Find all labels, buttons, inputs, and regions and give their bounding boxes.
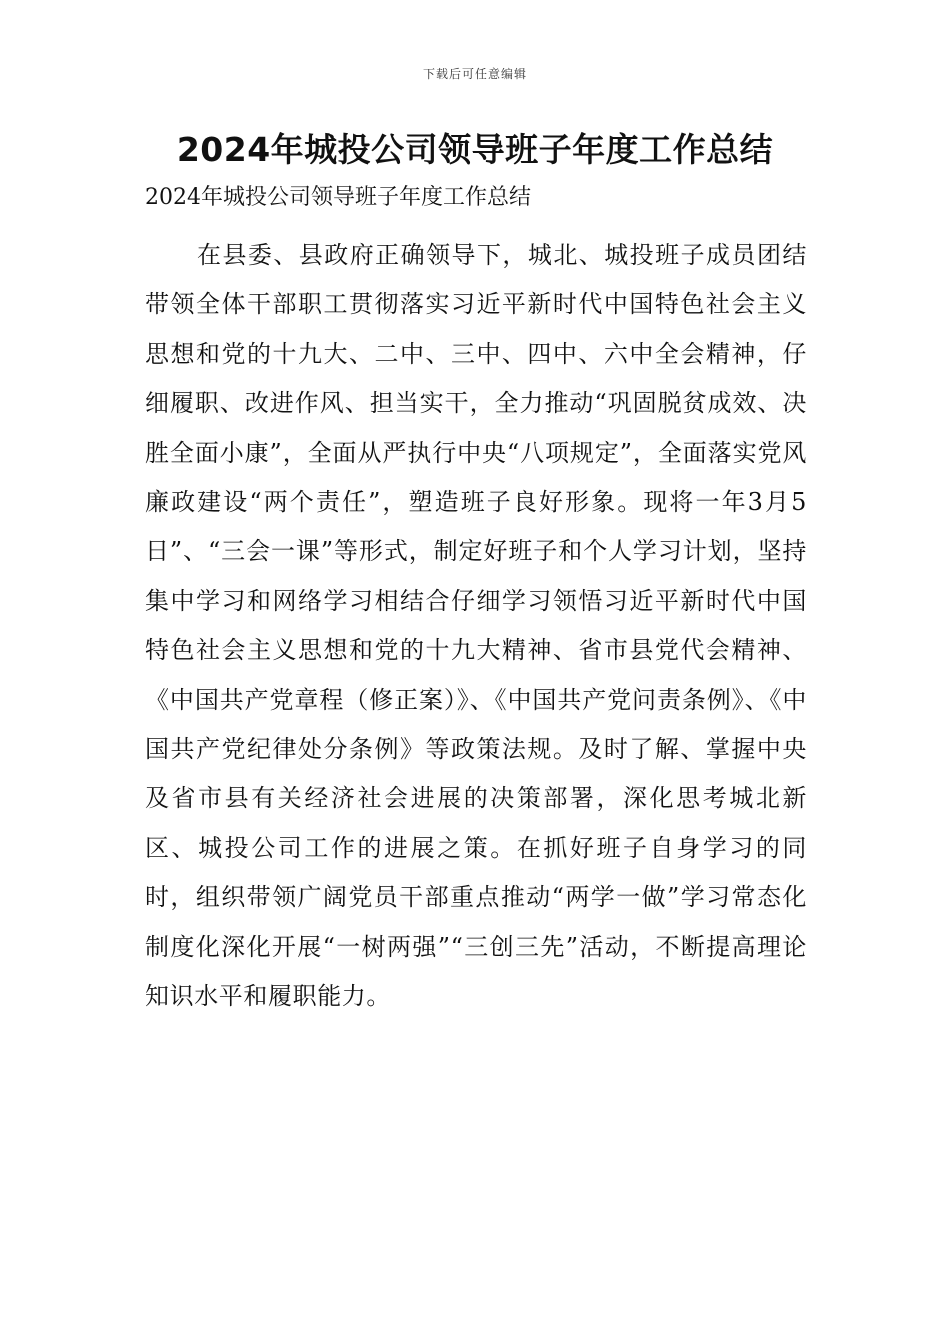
body-paragraph: 在县委、县政府正确领导下，城北、城投班子成员团结带领全体干部职工贯彻落实习近平新时代中国特色社会主义思想和党的十九大、二中、三中、四中、六中全会精神，仔细履职、改进作风、担当实干，全力推动“巩固脱贫成效、决胜全面小康”，全面从严执行中央“八项规定”，全面落实党风廉政建设“两个责任”，塑造班子良好形象。现将一年3月5日”、“三会一课”等形式，制定好班子和个人学习计划，坚持集中学习和网络学习相结合仔细学习领悟习近平新时代中国特色社会主义思想和党的十九大精神、省市县党代会精神、《中国共产党章程（修正案）》、《中国共产党问责条例》、《中国共产党纪律处分条例》等政策法规。及时了解、掌握中央及省市县有关经济社会进展的决策部署，深化思考城北新区、城投公司工作的进展之策。在抓好班子自身学习的同时，组织带领广阔党员干部重点推动“两学一做”学习常态化制度化深化开展“一树两强”“三创三先”活动，不断提高理论知识水平和履职能力。 — [145, 241, 807, 1011]
document-title: 2024年城投公司领导班子年度工作总结 — [176, 130, 774, 169]
document-subtitle: 2024年城投公司领导班子年度工作总结 — [145, 185, 531, 210]
header-note: 下载后可任意编辑 — [422, 67, 527, 81]
